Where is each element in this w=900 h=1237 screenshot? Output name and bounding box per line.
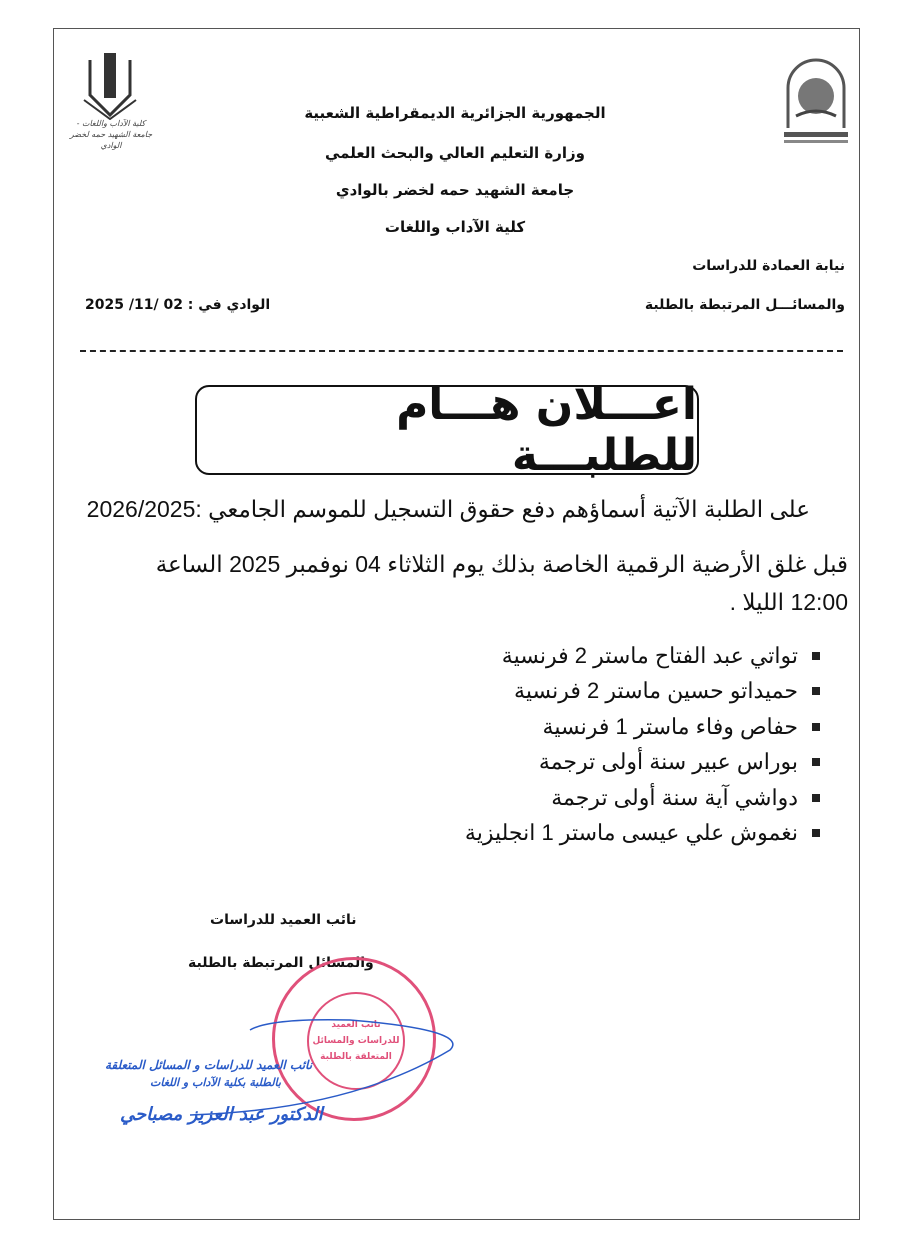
bullet-icon <box>812 723 820 731</box>
office-line-2: والمسائـــل المرتبطة بالطلبة <box>644 297 845 313</box>
stamp-text: نائب العميد <box>331 1020 381 1030</box>
body-line-2: قبل غلق الأرضية الرقمية الخاصة بذلك يوم الثلاثاء 04 نوفمبر 2025 الساعة <box>155 551 848 577</box>
list-item <box>465 638 820 674</box>
bullet-icon <box>812 794 820 802</box>
blue-stamp-line-3: الدكتور عبد العزيز مصباحي <box>120 1104 323 1125</box>
header-line-republic: الجمهورية الجزائرية الديمقراطية الشعبية <box>304 104 606 122</box>
list-item <box>465 709 820 745</box>
blue-stamp-line-1: نائب العميد للدراسات و المسائل المتعلقة <box>105 1058 313 1072</box>
body-line-1: على الطلبة الآتية أسماؤهم دفع حقوق التسجيل للموسم الجامعي :2026/2025 <box>86 496 810 522</box>
list-item <box>465 780 820 816</box>
bullet-icon <box>812 758 820 766</box>
announcement-title-box <box>195 379 699 481</box>
bullet-icon <box>812 829 820 837</box>
stamp-text: المتعلقة بالطلبة <box>320 1052 392 1062</box>
student-list <box>465 638 820 851</box>
university-logo <box>780 58 852 148</box>
bullet-icon <box>812 687 820 695</box>
faculty-logo <box>70 45 150 120</box>
student-name: بوراس عبير سنة أولى ترجمة <box>538 749 798 775</box>
separator-line <box>80 350 843 352</box>
student-name: تواتي عبد الفتاح ماستر 2 فرنسية <box>501 642 798 668</box>
header-line-university: جامعة الشهيد حمه لخضر بالوادي <box>335 181 575 199</box>
list-item <box>465 745 820 781</box>
stamp-text: للدراسات والمسائل <box>312 1036 400 1046</box>
announcement-title: اعـــلان هـــام للطلبـــة <box>396 379 697 481</box>
list-item <box>465 816 820 852</box>
header-line-ministry: وزارة التعليم العالي والبحث العلمي <box>324 144 586 162</box>
student-name: نغموش علي عيسى ماستر 1 انجليزية <box>464 820 798 846</box>
student-name: حميداتو حسين ماستر 2 فرنسية <box>514 678 798 704</box>
date-label: الوادي في : 02 /11/ 2025 <box>85 297 271 313</box>
signature-title-2: والمسائل المرتبطة بالطلبة <box>188 955 374 971</box>
header-line-faculty: كلية الآداب واللغات <box>384 218 526 236</box>
faculty-logo-text: كلية الآداب واللغات - جامعة الشهيد حمه لخضر الوادي <box>69 119 153 150</box>
office-line-1: نيابة العمادة للدراسات <box>692 258 845 274</box>
student-name: حفاص وفاء ماستر 1 فرنسية <box>542 713 798 739</box>
blue-stamp-line-2: بالطلبة بكلية الآداب و اللغات <box>150 1076 281 1089</box>
list-item <box>465 674 820 710</box>
body-line-3: 12:00 الليلا . <box>729 589 848 615</box>
bullet-icon <box>812 652 820 660</box>
student-name: دواشي آية سنة أولى ترجمة <box>551 784 798 810</box>
signature-title-1: نائب العميد للدراسات <box>210 912 357 928</box>
